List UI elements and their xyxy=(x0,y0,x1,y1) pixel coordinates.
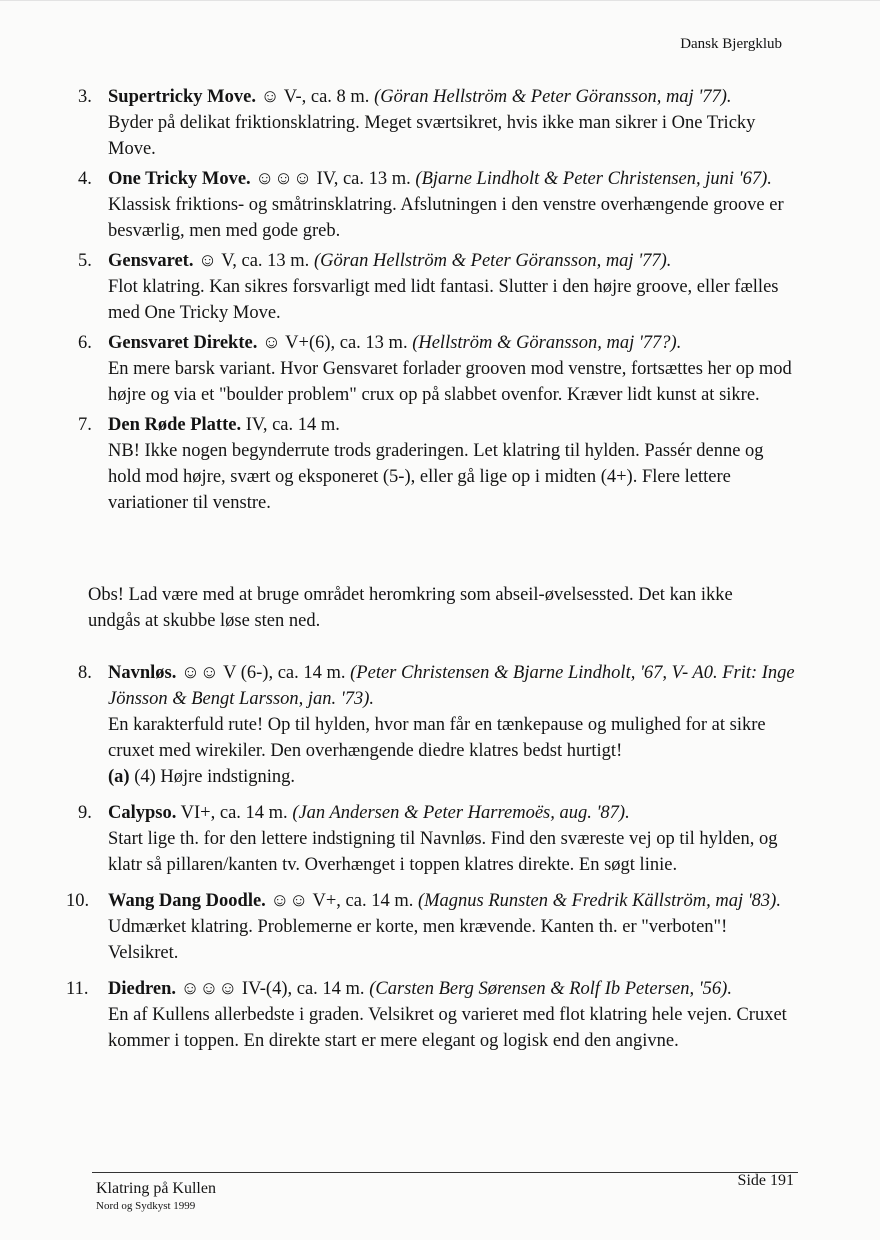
route-name: Supertricky Move. xyxy=(108,87,256,107)
route-name: Gensvaret. xyxy=(108,251,194,271)
footer-rule xyxy=(92,1172,798,1173)
route-description: En karakterfuld rute! Op til hylden, hvor man får en tænkepause og mulighed for at sikre cruxet med wirekiler. Den overhængende diedre klatres bedst hurtigt! xyxy=(108,715,766,761)
route-grade: ☺ V+(6), ca. 13 m. xyxy=(257,333,413,353)
route-name: Gensvaret Direkte. xyxy=(108,333,258,353)
route-number: 4. xyxy=(78,169,92,189)
route-entry xyxy=(78,800,798,878)
route-authors: (Magnus Runsten & Fredrik Källström, maj '83). xyxy=(417,891,781,911)
variant-text: (4) Højre indstigning. xyxy=(129,767,296,787)
route-authors: (Peter Christensen & Bjarne Lindholt, '67, V- A0. Frit: Inge Jönsson & Bengt Larsson, jan. '73). xyxy=(108,663,795,709)
route-authors: (Carsten Berg Sørensen & Rolf Ib Petersen, '56). xyxy=(369,979,732,999)
warning-note: Obs! Lad være med at bruge området heromkring som abseil-øvelsessted. Det kan ikke undgås at skubbe løse sten ned. xyxy=(88,585,733,631)
route-number: 3. xyxy=(78,87,92,107)
footer-title: Klatring på Kullen xyxy=(96,1180,216,1197)
route-name: Wang Dang Doodle. xyxy=(108,891,266,911)
variant-label: (a) xyxy=(108,767,130,787)
route-variant xyxy=(108,764,798,790)
route-number: 6. xyxy=(78,333,92,353)
route-entry xyxy=(78,330,798,408)
route-authors: (Göran Hellström & Peter Göransson, maj '77). xyxy=(374,87,732,107)
route-description: En mere barsk variant. Hvor Gensvaret forlader grooven mod venstre, fortsættes her op mod højre og via et "boulder problem" crux op på slabbet ovenfor. Kræver lidt kunst at sikre. xyxy=(108,359,792,405)
top-border xyxy=(0,0,880,1)
route-grade: ☺☺ V (6-), ca. 14 m. xyxy=(176,663,351,683)
route-grade: VI+, ca. 14 m. xyxy=(176,803,293,823)
route-number: 5. xyxy=(78,251,92,271)
route-grade: ☺ V, ca. 13 m. xyxy=(193,251,314,271)
route-entry xyxy=(78,84,798,162)
route-entry xyxy=(78,248,798,326)
route-entry xyxy=(78,660,798,790)
route-grade: ☺☺ V+, ca. 14 m. xyxy=(265,891,418,911)
route-description: Udmærket klatring. Problemerne er korte, men krævende. Kanten th. er "verboten"! Velsikret. xyxy=(108,917,728,963)
route-entry xyxy=(66,976,798,1054)
route-name: Den Røde Platte. xyxy=(108,415,242,435)
route-grade: IV, ca. 14 m. xyxy=(241,415,340,435)
route-number: 8. xyxy=(78,663,92,683)
route-description: Klassisk friktions- og småtrinsklatring. Afslutningen i den venstre overhængende groove er besværlig, men med gode greb. xyxy=(108,195,784,241)
route-grade: ☺☺☺ IV, ca. 13 m. xyxy=(250,169,416,189)
route-description: NB! Ikke nogen begynderrute trods graderingen. Let klatring til hylden. Passér denne og hold mod højre, svært og eksponeret (5-), eller gå lige op i midten (4+). Flere lettere variationer til venstre. xyxy=(108,441,764,513)
route-description: En af Kullens allerbedste i graden. Velsikret og varieret med flot klatring hele vejen. Cruxet kommer i toppen. En direkte start er mere elegant og logisk end den angivne. xyxy=(108,1005,787,1051)
route-description: Flot klatring. Kan sikres forsvarligt med lidt fantasi. Slutter i den højre groove, eller fælles med One Tricky Move. xyxy=(108,277,779,323)
route-authors: (Hellström & Göransson, maj '77?). xyxy=(412,333,682,353)
route-name: One Tricky Move. xyxy=(108,169,251,189)
club-header: Dansk Bjergklub xyxy=(680,36,782,52)
route-grade: ☺ V-, ca. 8 m. xyxy=(255,87,375,107)
route-entry xyxy=(78,412,798,516)
route-description: Start lige th. for den lettere indstigning til Navnløs. Find den sværeste vej op til hylden, og klatr så pillaren/kanten tv. Overhænget i toppen klatres direkte. En søgt linie. xyxy=(108,829,778,875)
route-list-b xyxy=(66,660,798,1054)
route-list-a xyxy=(78,84,798,516)
route-entry xyxy=(66,888,798,966)
route-number: 9. xyxy=(78,803,92,823)
route-name: Calypso. xyxy=(108,803,177,823)
route-authors: (Bjarne Lindholt & Peter Christensen, juni '67). xyxy=(415,169,772,189)
route-number: 7. xyxy=(78,415,92,435)
route-name: Diedren. xyxy=(108,979,177,999)
route-number: 10. xyxy=(66,891,90,911)
route-number: 11. xyxy=(66,979,89,999)
route-description: Byder på delikat friktionsklatring. Meget sværtsikret, hvis ikke man sikrer i One Tricky Move. xyxy=(108,113,756,159)
page-number: Side 191 xyxy=(737,1172,794,1189)
route-name: Navnløs. xyxy=(108,663,177,683)
route-authors: (Göran Hellström & Peter Göransson, maj '77). xyxy=(313,251,672,271)
footer-subtitle: Nord og Sydkyst 1999 xyxy=(96,1200,196,1212)
route-entry xyxy=(78,166,798,244)
route-grade: ☺☺☺ IV-(4), ca. 14 m. xyxy=(176,979,370,999)
route-authors: (Jan Andersen & Peter Harremoës, aug. '87). xyxy=(292,803,630,823)
